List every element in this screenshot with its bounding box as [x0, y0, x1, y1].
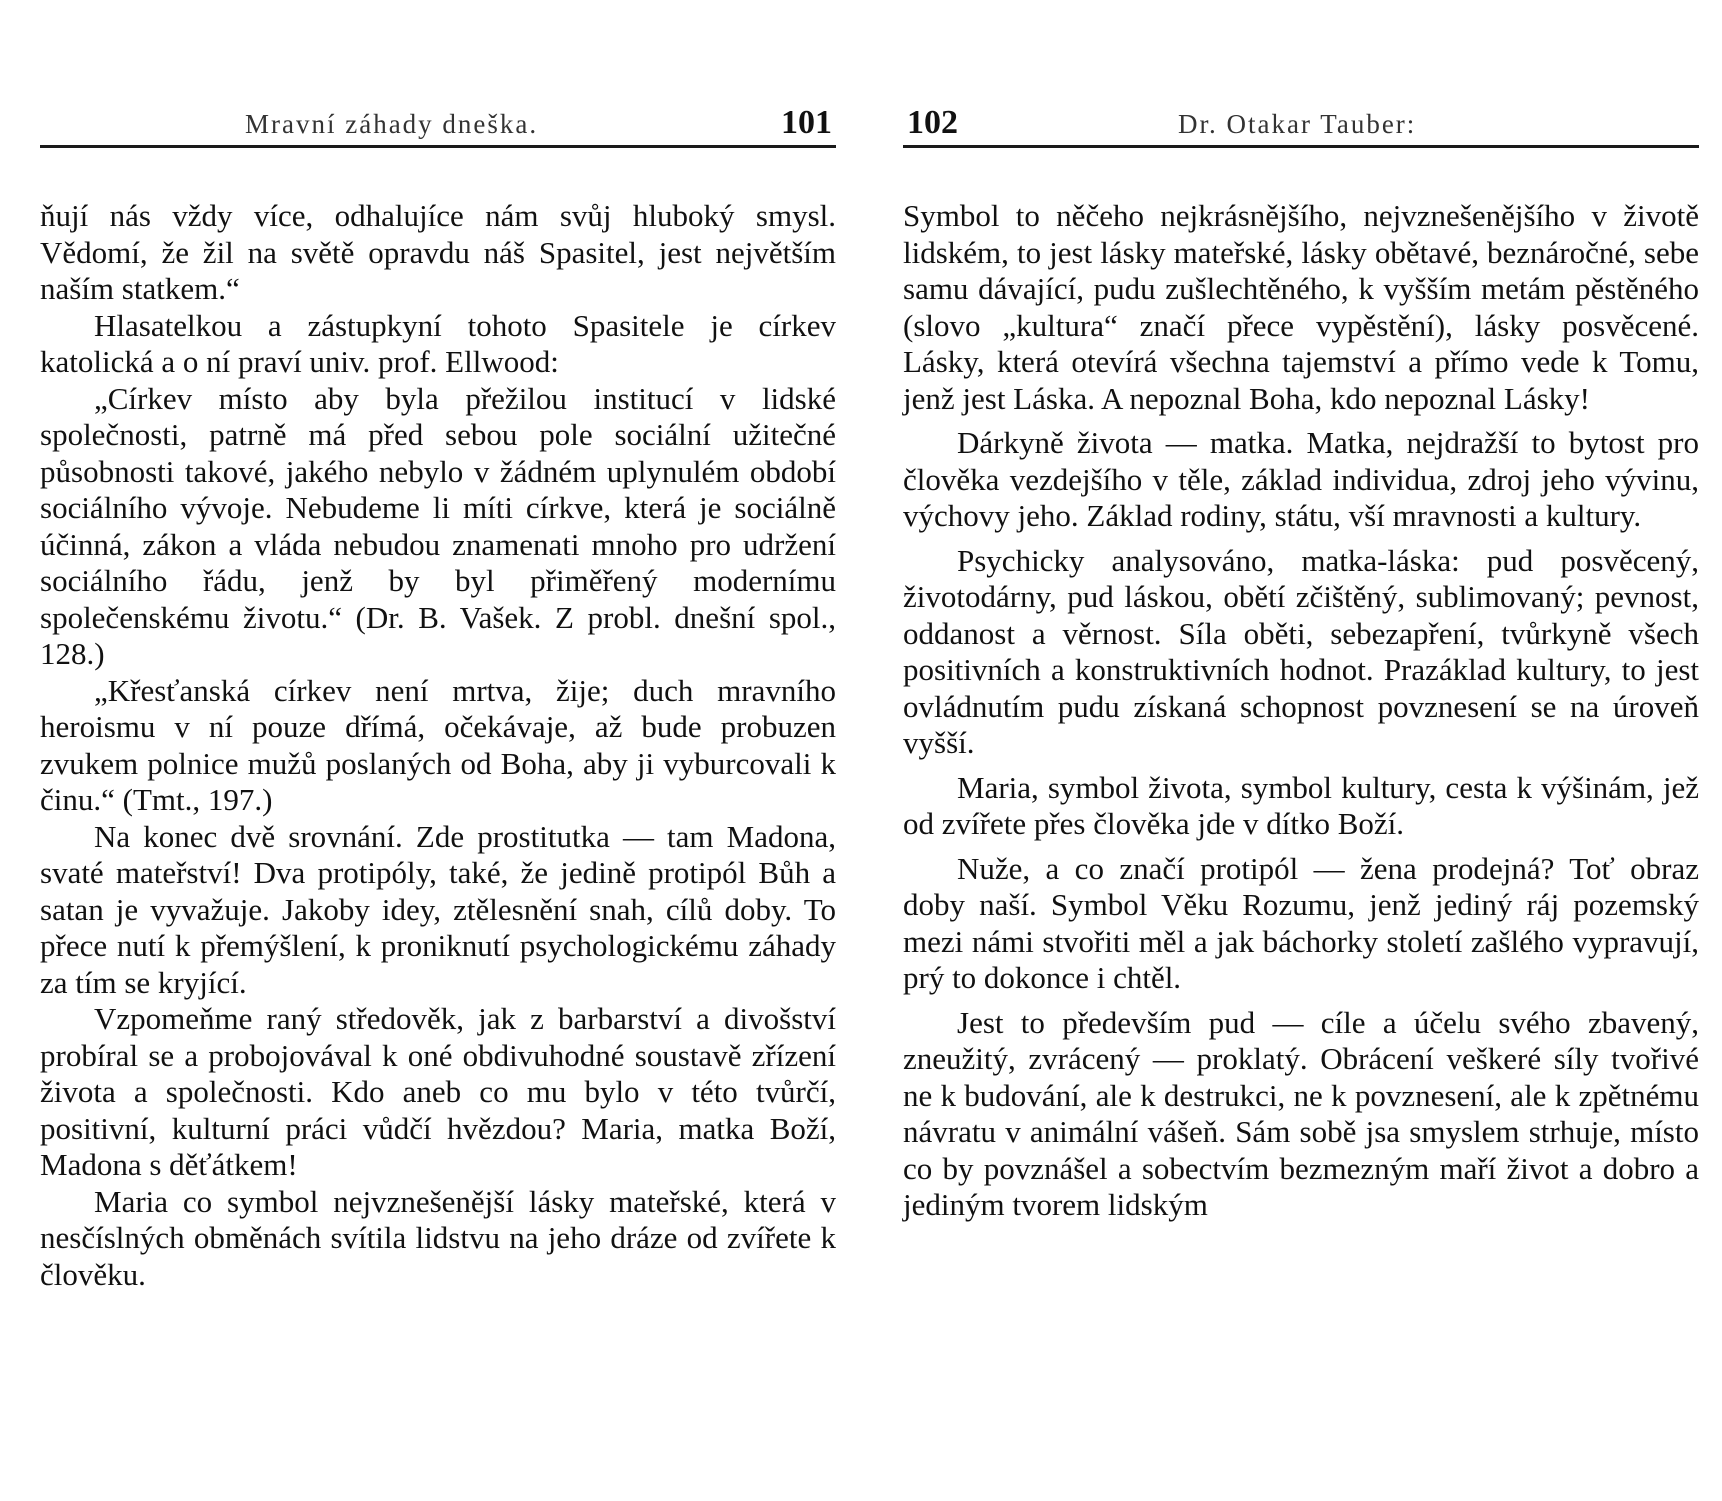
paragraph: Nuže, a co značí protipól — žena prodejná? Toť obraz doby naší. Symbol Věku Rozumu, jenž jediný ráj pozemský mezi námi stvořiti měl a jak báchorky století zašlého vypravují, prý to dokonce i chtěl. — [903, 850, 1699, 995]
paragraph: Vzpomeňme raný středověk, jak z barbarství a divošství probíral se a probojovával k oné obdivuhodné soustavě zřízení života a společnosti. Kdo aneb co mu bylo v této tvůrčí, positivní, kulturní práci vůdčí hvězdou? Maria, matka Boží, Madona s děťátkem! — [40, 1001, 836, 1182]
page-number: 101 — [781, 104, 832, 141]
paragraph: Symbol to něčeho nejkrásnějšího, nejvznešenějšího v životě lidském, to jest lásky mateřské, lásky obětavé, beznáročné, sebe samu dávající, pudu zušlechtěného, k vyšším metám pěstěného (slovo „kultura“ značí přece vypěstění), lásky posvěcené. Lásky, která otevírá všechna tajemství a přímo vede k Tomu, jenž jest Láska. A nepoznal Boha, kdo nepoznal Lásky! — [903, 198, 1699, 416]
running-title: Mravní záhady dneška. — [245, 109, 539, 139]
right-page-body — [903, 198, 1699, 1224]
paragraph: „Křesťanská církev není mrtva, žije; duch mravního heroismu v ní pouze dřímá, očekávaje, až bude probuzen zvukem polnice mužů poslaných od Boha, aby ji vyburcovali k činu.“ (Tmt., 197.) — [40, 672, 836, 817]
paragraph: Hlasatelkou a zástupkyní tohoto Spasitele je církev katolická a o ní praví univ. prof. Ellwood: — [40, 307, 836, 379]
left-page — [40, 100, 836, 1293]
running-title: Dr. Otakar Tauber: — [1178, 109, 1417, 139]
paragraph: Psychicky analysováno, matka-láska: pud posvěcený, životodárny, pud láskou, obětí zčištěný, sublimovaný; pevnost, oddanost a věrnost. Síla oběti, sebezapření, tvůrkyně všech positivních a konstruktivních hodnot. Prazáklad kultury, to jest ovládnutím pudu získaná schopnost povznesení se na úroveň vyšší. — [903, 542, 1699, 760]
paragraph: Jest to především pud — cíle a účelu svého zbavený, zneužitý, zvrácený — proklatý. Obrácení veškeré síly tvořivé ne k budování, ale k destrukci, ne k povznesení, ale k zpětnému návratu v animální vášeň. Sám sobě jsa smyslem strhuje, místo co by povznášel a sobectvím bezmezným maří život a dobro a jediným tvorem lidským — [903, 1004, 1699, 1222]
paragraph: Dárkyně života — matka. Matka, nejdražší to bytost pro člověka vezdejšího v těle, základ individua, zdroj jeho vývinu, výchovy jeho. Základ rodiny, státu, vší mravnosti a kultury. — [903, 425, 1699, 533]
right-page-header — [903, 100, 1699, 148]
paragraph: Na konec dvě srovnání. Zde prostitutka — tam Madona, svaté mateřství! Dva protipóly, také, že jedině protipól Bůh a satan je vyvažuje. Jakoby idey, ztělesnění snah, cílů doby. To přece nutí k přemýšlení, k proniknutí psychologickému záhady za tím se kryjící. — [40, 818, 836, 1000]
paragraph: Maria co symbol nejvznešenější lásky mateřské, která v nesčíslných obměnách svítila lidstvu na jeho dráze od zvířete k člověku. — [40, 1183, 836, 1292]
paragraph: ňují nás vždy více, odhalujíce nám svůj hluboký smysl. Vědomí, že žil na světě opravdu náš Spasitel, jest největším naším statkem.“ — [40, 198, 836, 306]
left-page-body — [40, 198, 836, 1293]
paragraph: „Církev místo aby byla přežilou institucí v lidské společnosti, patrně má před sebou pole sociální užitečné působnosti takové, jakého nebylo v žádném uplynulém období sociálního vývoje. Nebudeme li míti církve, která je sociálně účinná, zákon a vláda nebudou znamenati mnoho pro udržení sociálního řádu, jenž by byl přiměřený modernímu společenskému životu.“ (Dr. B. Vašek. Z probl. dnešní spol., 128.) — [40, 380, 836, 671]
right-page — [903, 100, 1699, 1224]
paragraph: Maria, symbol života, symbol kultury, cesta k výšinám, jež od zvířete přes člověka jde v dítko Boží. — [903, 769, 1699, 841]
page-number: 102 — [907, 104, 958, 141]
left-page-header — [40, 100, 836, 148]
